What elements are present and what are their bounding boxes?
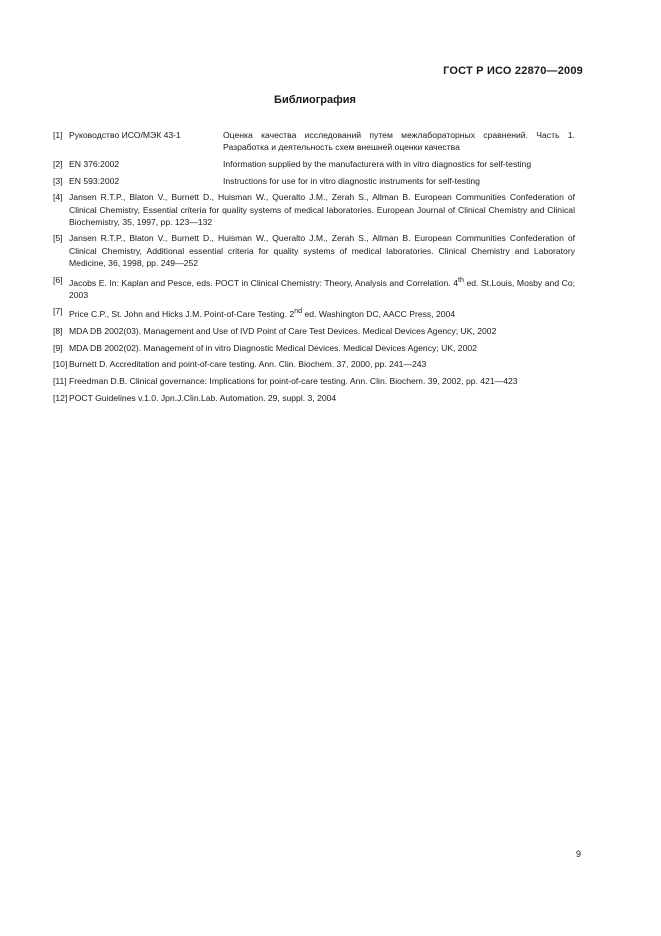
reference-entry-8 [53,325,575,337]
reference-entry-4 [53,191,575,228]
reference-text: Jansen R.T.P., Blaton V., Burnett D., Huisman W., Queralto J.M., Zerah S., Allman B. European Communities Confederation of Clinical Chemistry, Essential criteria for quality systems of medical laboratories. European Journal of Clinical Chemistry and Clinical Biochemistry, 35, 1997, pp. 123—132 [69,192,575,227]
page-number: 9 [576,849,582,859]
reference-text: MDA DB 2002(02). Management of in vitro Diagnostic Medical Devices. Medical Devices Agency; UK, 2002 [69,342,477,353]
reference-text: Jansen R.T.P., Blaton V., Burnett D., Huisman W., Queralto J.M., Zerah S., Allman B. European Communities Confederation of Clinical Chemistry, Additional essential criteria for quality systems of medical laboratories. Clinical Chemistry and Laboratory Medicine, 36, 1998, pp. 249—252 [69,233,575,268]
reference-number: [3] [53,175,63,186]
reference-number: [4] [53,192,63,203]
reference-entry-3 [53,175,575,187]
reference-number: [12] [53,392,68,403]
reference-text: Information supplied by the manufacturera with in vitro diagnostics for self-testing [223,158,532,169]
reference-number: [6] [53,274,63,285]
reference-text: Burnett D. Accreditation and point-of-care testing. Ann. Clin. Biochem. 37, 2000, pp. 241—243 [69,359,427,370]
reference-entry-6 [53,274,575,301]
reference-text: POCT Guidelines v.1.0. Jpn.J.Clin.Lab. Automation. 29, suppl. 3, 2004 [69,392,337,403]
document-code-header: ГОСТ Р ИСО 22870—2009 [443,65,583,77]
reference-number: [7] [53,306,63,317]
reference-entry-12 [53,392,575,404]
reference-entry-5 [53,232,575,269]
reference-text: Price C.P., St. John and Hicks J.M. Point-of-Care Testing. 2nd ed. Washington DC, AACC Press, 2004 [69,307,456,320]
bibliography-title: Библиография [274,94,356,106]
reference-number: [1] [53,130,63,140]
reference-entry-7 [53,305,575,320]
reference-number: [10] [53,359,68,370]
edition-superscript: th [457,275,464,284]
reference-designation: EN 376:2002 [69,158,120,169]
reference-text: Instructions for use for in vitro diagnostic instruments for self-testing [223,175,480,186]
reference-number: [8] [53,325,63,336]
reference-designation: Руководство ИСО/МЭК 43-1 [69,130,181,140]
edition-superscript: nd [294,307,303,316]
reference-text: Jacobs E. In: Kaplan and Pesce, eds. POCT in Clinical Chemistry: Theory, Analysis and Correlation. 4th ed. St.Louis, Mosby and Co; 2003 [69,275,575,300]
reference-number: [5] [53,233,63,244]
reference-number: [9] [53,342,63,353]
reference-text: Оценка качества исследований путем межлабораторных сравнений. Часть 1. Разработка и деятельность схем внешней оценки качества [223,130,575,153]
reference-entry-10 [53,358,575,370]
reference-text: MDA DB 2002(03). Management and Use of IVD Point of Care Test Devices. Medical Devices Agency; UK, 2002 [69,325,497,336]
reference-entry-1 [53,129,575,153]
reference-entry-2 [53,158,575,170]
reference-number: [11] [53,375,67,386]
reference-number: [2] [53,158,63,169]
reference-designation: EN 593:2002 [69,175,120,186]
reference-entry-11 [53,375,575,387]
reference-entry-9 [53,342,575,354]
bibliography-list [53,129,575,408]
reference-text: Freedman D.B. Clinical governance: Implications for point-of-care testing. Ann. Clin. Biochem. 39, 2002, pp. 421—423 [69,375,518,386]
